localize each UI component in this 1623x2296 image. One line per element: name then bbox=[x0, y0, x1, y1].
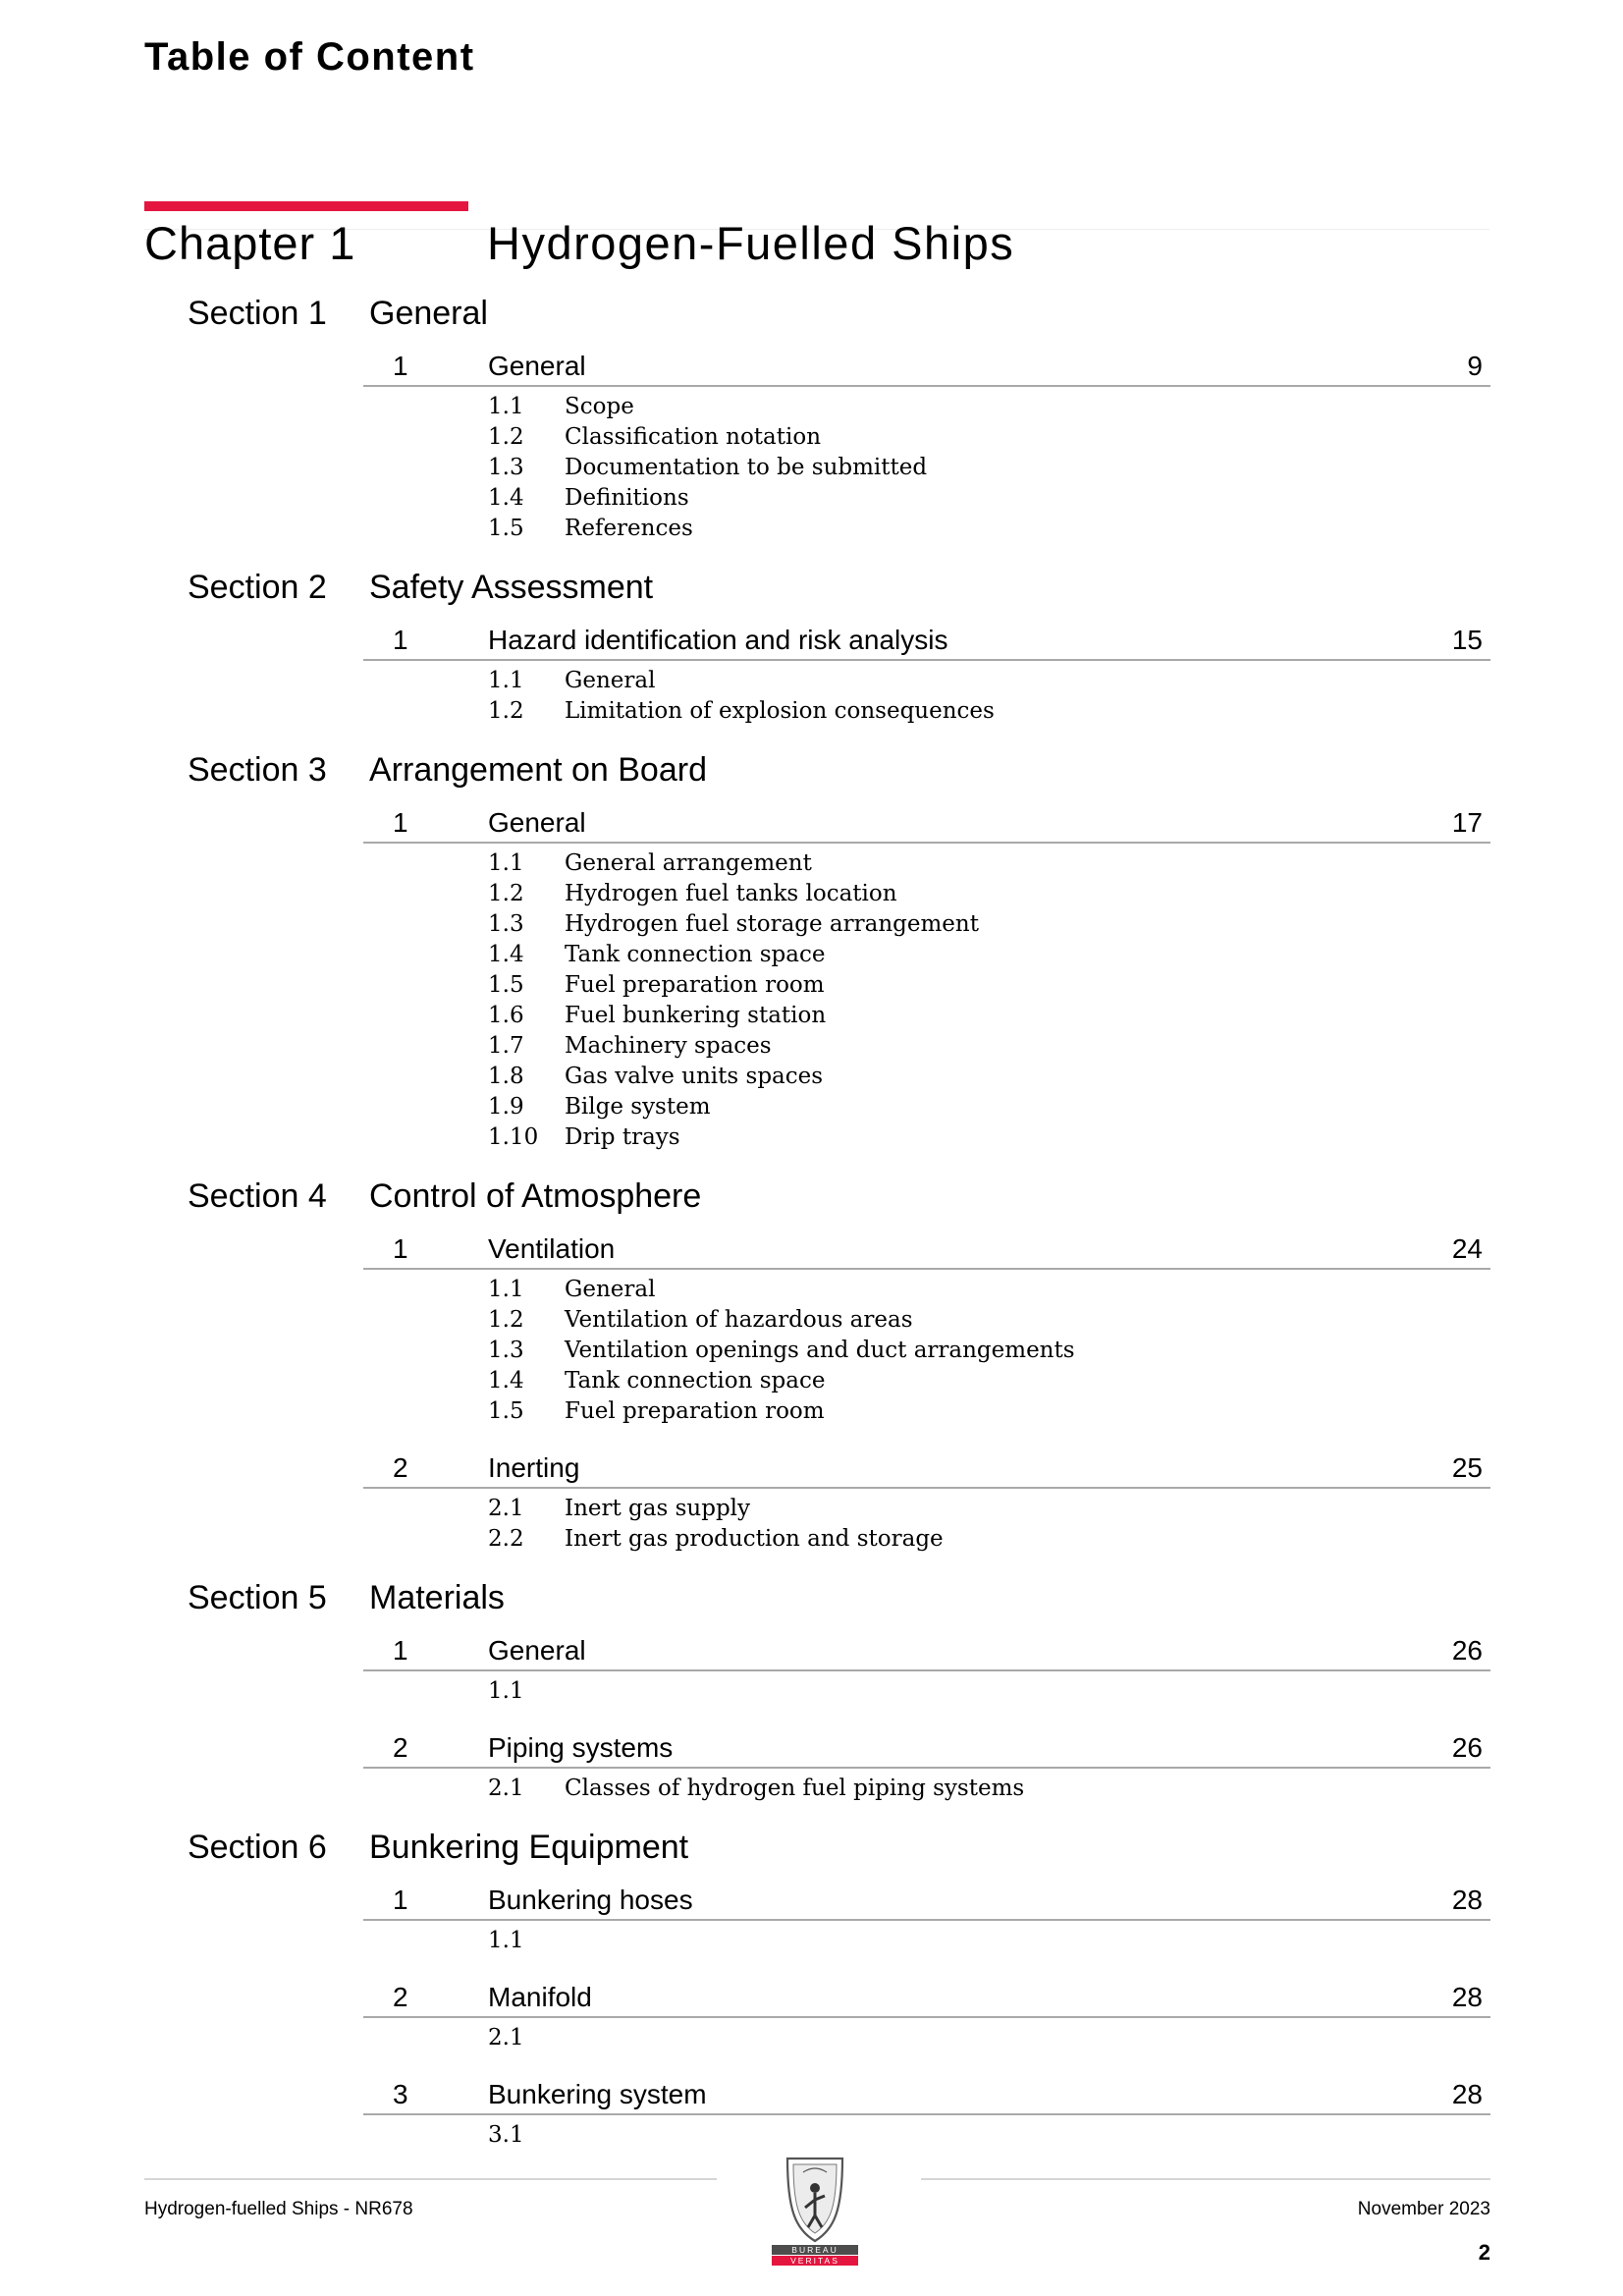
article-page-number: 24 bbox=[1451, 1233, 1483, 1264]
toc-subsection-entry[interactable] bbox=[0, 2120, 1623, 2151]
toc-subsection-entry[interactable] bbox=[0, 1366, 1623, 1396]
toc-subsection-entry[interactable] bbox=[0, 1001, 1623, 1031]
toc-article-entry[interactable] bbox=[0, 611, 1623, 662]
subsection-title: Machinery spaces bbox=[565, 1033, 772, 1059]
toc-subsection-entry[interactable] bbox=[0, 453, 1623, 483]
subsection-title: Classification notation bbox=[565, 424, 822, 450]
subsection-title: Fuel preparation room bbox=[565, 1398, 825, 1424]
subsection-number: 1.8 bbox=[488, 1064, 524, 1089]
section-label: Section 3 bbox=[188, 751, 327, 789]
toc-article-entry[interactable] bbox=[0, 1871, 1623, 1922]
article-divider bbox=[363, 1268, 1490, 1270]
subsection-number: 2.1 bbox=[488, 1496, 524, 1521]
logo-text-bottom: VERITAS bbox=[790, 2256, 839, 2266]
article-page-number: 26 bbox=[1451, 1635, 1483, 1666]
toc-subsection-entry[interactable] bbox=[0, 848, 1623, 879]
article-divider bbox=[363, 1669, 1490, 1671]
article-page-number: 28 bbox=[1451, 1982, 1483, 2012]
article-number: 1 bbox=[393, 1635, 408, 1666]
toc-subsection-entry[interactable] bbox=[0, 514, 1623, 544]
subsection-title: Limitation of explosion consequences bbox=[565, 698, 995, 724]
article-divider bbox=[363, 385, 1490, 387]
subsection-number: 1.9 bbox=[488, 1094, 524, 1120]
toc-section bbox=[0, 743, 1623, 1170]
subsection-list bbox=[0, 2019, 1623, 2065]
article-divider bbox=[363, 2016, 1490, 2018]
table-of-contents bbox=[0, 287, 1623, 2167]
section-heading bbox=[0, 743, 1623, 793]
article-number: 2 bbox=[393, 1732, 408, 1763]
article-page-number: 15 bbox=[1451, 625, 1483, 655]
toc-article-entry[interactable] bbox=[0, 1220, 1623, 1271]
section-label: Section 4 bbox=[188, 1177, 327, 1215]
toc-subsection-entry[interactable] bbox=[0, 1396, 1623, 1427]
subsection-number: 1.1 bbox=[488, 1277, 524, 1302]
subsection-list bbox=[0, 845, 1623, 1165]
subsection-title: Definitions bbox=[565, 485, 689, 511]
article-page-number: 26 bbox=[1451, 1732, 1483, 1763]
footer-date: November 2023 bbox=[1357, 2199, 1490, 2219]
article-title: Ventilation bbox=[488, 1233, 616, 1264]
subsection-title: Scope bbox=[565, 394, 634, 419]
toc-section bbox=[0, 287, 1623, 561]
chapter-accent-bar bbox=[144, 201, 468, 211]
article-divider bbox=[363, 1767, 1490, 1769]
subsection-list bbox=[0, 1770, 1623, 1816]
subsection-title: Bilge system bbox=[565, 1094, 711, 1120]
chapter-title: Hydrogen-Fuelled Ships bbox=[487, 217, 1015, 269]
toc-subsection-entry[interactable] bbox=[0, 392, 1623, 422]
page-title: Table of Content bbox=[144, 35, 475, 79]
subsection-title: General bbox=[565, 668, 656, 693]
logo-text-top: BUREAU bbox=[791, 2245, 839, 2255]
section-heading bbox=[0, 1170, 1623, 1220]
toc-subsection-entry[interactable] bbox=[0, 970, 1623, 1001]
subsection-title: General arrangement bbox=[565, 850, 812, 876]
section-label: Section 5 bbox=[188, 1579, 327, 1616]
subsection-title: Ventilation openings and duct arrangements bbox=[565, 1338, 1075, 1363]
subsection-number: 1.5 bbox=[488, 516, 524, 541]
subsection-title: Tank connection space bbox=[565, 1368, 826, 1394]
article-divider bbox=[363, 842, 1490, 844]
article-divider bbox=[363, 2113, 1490, 2115]
subsection-title: General bbox=[565, 1277, 656, 1302]
subsection-number: 1.1 bbox=[488, 394, 524, 419]
subsection-list bbox=[0, 1490, 1623, 1566]
chapter-number: Chapter 1 bbox=[144, 217, 356, 269]
toc-subsection-entry[interactable] bbox=[0, 1926, 1623, 1956]
section-title: Arrangement on Board bbox=[369, 751, 707, 789]
subsection-title: Gas valve units spaces bbox=[565, 1064, 824, 1089]
toc-subsection-entry[interactable] bbox=[0, 909, 1623, 940]
section-heading bbox=[0, 1821, 1623, 1871]
subsection-number: 1.3 bbox=[488, 1338, 524, 1363]
subsection-title: Ventilation of hazardous areas bbox=[565, 1307, 913, 1333]
toc-subsection-entry[interactable] bbox=[0, 1275, 1623, 1305]
subsection-title: References bbox=[565, 516, 693, 541]
article-divider bbox=[363, 1487, 1490, 1489]
subsection-title: Drip trays bbox=[565, 1124, 680, 1150]
subsection-title: Fuel bunkering station bbox=[565, 1003, 827, 1028]
toc-subsection-entry[interactable] bbox=[0, 940, 1623, 970]
toc-article-entry[interactable] bbox=[0, 1968, 1623, 2019]
toc-subsection-entry[interactable] bbox=[0, 666, 1623, 696]
subsection-number: 2.2 bbox=[488, 1526, 524, 1552]
toc-subsection-entry[interactable] bbox=[0, 1774, 1623, 1804]
toc-article-entry[interactable] bbox=[0, 1719, 1623, 1770]
subsection-number: 1.2 bbox=[488, 1307, 524, 1333]
toc-article-entry[interactable] bbox=[0, 1439, 1623, 1490]
section-title: Materials bbox=[369, 1579, 505, 1616]
subsection-title: Documentation to be submitted bbox=[565, 455, 928, 480]
article-title: General bbox=[488, 1635, 586, 1666]
toc-subsection-entry[interactable] bbox=[0, 1494, 1623, 1524]
article-title: Piping systems bbox=[488, 1732, 674, 1763]
article-page-number: 17 bbox=[1451, 807, 1483, 838]
toc-subsection-entry[interactable] bbox=[0, 422, 1623, 453]
article-title: Manifold bbox=[488, 1982, 592, 2012]
toc-subsection-entry[interactable] bbox=[0, 696, 1623, 727]
article-page-number: 25 bbox=[1451, 1452, 1483, 1483]
toc-article-entry[interactable] bbox=[0, 793, 1623, 845]
article-title: Bunkering hoses bbox=[488, 1885, 693, 1915]
subsection-list bbox=[0, 662, 1623, 738]
subsection-number: 1.7 bbox=[488, 1033, 524, 1059]
subsection-number: 1.2 bbox=[488, 698, 524, 724]
subsection-number: 1.1 bbox=[488, 1678, 524, 1704]
subsection-number: 1.5 bbox=[488, 972, 524, 998]
article-page-number: 28 bbox=[1451, 2079, 1483, 2109]
toc-section bbox=[0, 561, 1623, 743]
toc-subsection-entry[interactable] bbox=[0, 2023, 1623, 2053]
article-title: Inerting bbox=[488, 1452, 580, 1483]
toc-subsection-entry[interactable] bbox=[0, 1031, 1623, 1062]
article-page-number: 28 bbox=[1451, 1885, 1483, 1915]
subsection-number: 2.1 bbox=[488, 1776, 524, 1801]
article-title: General bbox=[488, 351, 586, 381]
subsection-title: Hydrogen fuel tanks location bbox=[565, 881, 897, 906]
toc-subsection-entry[interactable] bbox=[0, 1062, 1623, 1092]
subsection-list bbox=[0, 1271, 1623, 1439]
toc-article-entry[interactable] bbox=[0, 2065, 1623, 2116]
article-number: 3 bbox=[393, 2079, 408, 2109]
toc-subsection-entry[interactable] bbox=[0, 1336, 1623, 1366]
subsection-number: 1.2 bbox=[488, 881, 524, 906]
toc-subsection-entry[interactable] bbox=[0, 483, 1623, 514]
article-number: 1 bbox=[393, 625, 408, 655]
subsection-number: 2.1 bbox=[488, 2025, 524, 2050]
footer-divider-left bbox=[144, 2178, 717, 2180]
section-label: Section 2 bbox=[188, 569, 327, 606]
section-label: Section 1 bbox=[188, 295, 327, 332]
subsection-number: 1.4 bbox=[488, 1368, 524, 1394]
article-number: 2 bbox=[393, 1452, 408, 1483]
section-title: Control of Atmosphere bbox=[369, 1177, 702, 1215]
article-title: Bunkering system bbox=[488, 2079, 707, 2109]
subsection-list bbox=[0, 388, 1623, 556]
section-title: Bunkering Equipment bbox=[369, 1829, 689, 1866]
section-heading bbox=[0, 1571, 1623, 1621]
subsection-number: 1.4 bbox=[488, 942, 524, 967]
subsection-title: Fuel preparation room bbox=[565, 972, 825, 998]
footer-document-name: Hydrogen-fuelled Ships - NR678 bbox=[144, 2199, 413, 2219]
subsection-title: Inert gas production and storage bbox=[565, 1526, 944, 1552]
subsection-number: 1.1 bbox=[488, 850, 524, 876]
subsection-title: Classes of hydrogen fuel piping systems bbox=[565, 1776, 1025, 1801]
toc-subsection-entry[interactable] bbox=[0, 1092, 1623, 1122]
toc-section bbox=[0, 1571, 1623, 1821]
article-title: Hazard identification and risk analysis bbox=[488, 625, 948, 655]
subsection-number: 1.3 bbox=[488, 911, 524, 937]
article-page-number: 9 bbox=[1467, 351, 1483, 381]
article-number: 1 bbox=[393, 351, 408, 381]
subsection-number: 1.1 bbox=[488, 668, 524, 693]
page-number: 2 bbox=[1478, 2240, 1490, 2265]
article-divider bbox=[363, 1919, 1490, 1921]
subsection-number: 1.6 bbox=[488, 1003, 524, 1028]
toc-article-entry[interactable] bbox=[0, 1621, 1623, 1672]
toc-subsection-entry[interactable] bbox=[0, 1524, 1623, 1555]
subsection-number: 1.3 bbox=[488, 455, 524, 480]
article-number: 2 bbox=[393, 1982, 408, 2012]
subsection-number: 1.1 bbox=[488, 1928, 524, 1953]
subsection-list bbox=[0, 1922, 1623, 1968]
article-number: 1 bbox=[393, 1885, 408, 1915]
toc-subsection-entry[interactable] bbox=[0, 1305, 1623, 1336]
subsection-title: Tank connection space bbox=[565, 942, 826, 967]
subsection-number: 3.1 bbox=[488, 2122, 524, 2148]
section-title: General bbox=[369, 295, 488, 332]
section-label: Section 6 bbox=[188, 1829, 327, 1866]
footer-divider-right bbox=[921, 2178, 1490, 2180]
toc-subsection-entry[interactable] bbox=[0, 1122, 1623, 1153]
toc-subsection-entry[interactable] bbox=[0, 879, 1623, 909]
article-divider bbox=[363, 659, 1490, 661]
article-number: 1 bbox=[393, 1233, 408, 1264]
toc-subsection-entry[interactable] bbox=[0, 1676, 1623, 1707]
subsection-list bbox=[0, 1672, 1623, 1719]
subsection-title: Hydrogen fuel storage arrangement bbox=[565, 911, 979, 937]
subsection-number: 1.10 bbox=[488, 1124, 539, 1150]
toc-article-entry[interactable] bbox=[0, 337, 1623, 388]
section-heading bbox=[0, 287, 1623, 337]
toc-section bbox=[0, 1170, 1623, 1571]
article-title: General bbox=[488, 807, 586, 838]
subsection-title: Inert gas supply bbox=[565, 1496, 751, 1521]
section-heading bbox=[0, 561, 1623, 611]
article-number: 1 bbox=[393, 807, 408, 838]
section-title: Safety Assessment bbox=[369, 569, 654, 606]
subsection-number: 1.2 bbox=[488, 424, 524, 450]
subsection-number: 1.4 bbox=[488, 485, 524, 511]
toc-section bbox=[0, 1821, 1623, 2167]
subsection-number: 1.5 bbox=[488, 1398, 524, 1424]
bureau-veritas-logo bbox=[766, 2151, 864, 2269]
